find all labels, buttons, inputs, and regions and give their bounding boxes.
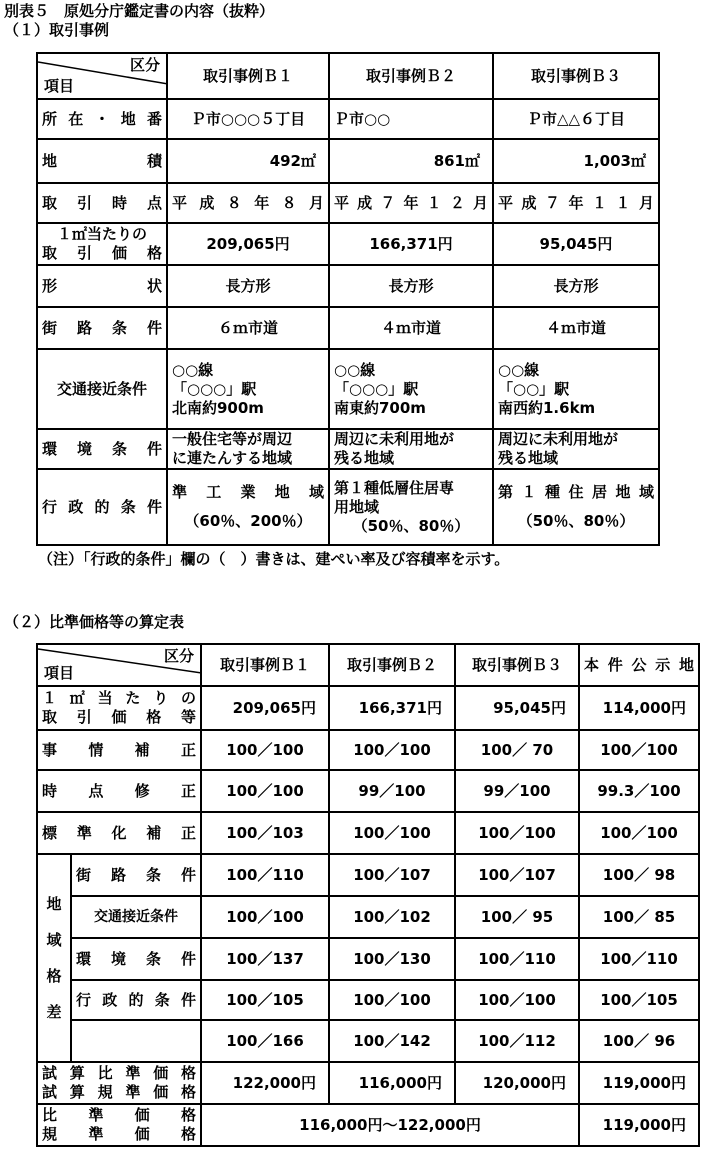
column-header: 取引事例Ｂ３ [455,644,579,686]
row-label-line: 規準価格 [42,1125,196,1143]
corner-label-category: 区分 [129,56,160,74]
row-label-line: 取引価格 [42,244,162,262]
table-cell [329,349,493,429]
cell-line: 準工業地域 [172,483,324,501]
cell-line: に連たんする地域 [172,449,293,467]
table-cell: 100／100 [329,730,455,770]
table-cell: 100／100 [329,980,455,1020]
table-cell: 99／100 [455,770,579,812]
cell-line: 第１種低層住居専 [334,478,455,497]
row-label-line: 比準価格 [42,1106,196,1124]
table-note: （注）「行政的条件」欄の（ ）書きは、建ぺい率及び容積率を示す。 [38,550,510,568]
area-label-char: 格 [46,967,62,985]
table-row [37,307,659,349]
table-row [37,139,659,183]
table-cell: 100／137 [201,938,329,980]
table-cell: 100／103 [201,812,329,854]
cell-line: 周辺に未利用地が [334,430,455,448]
row-label [71,1020,201,1062]
table-cell: 平成７年１２月 [329,183,493,223]
cell-line: 北南約900m [172,398,264,417]
row-label [37,223,167,265]
table-cell: 116,000円 [329,1062,455,1104]
table-cell: 100／112 [455,1020,579,1062]
table-row [37,854,699,896]
cell-line: 残る地域 [498,449,559,467]
cell-line: 第１種住居地域 [498,483,654,501]
table-cell: 平成７年１１月 [493,183,659,223]
row-label-line: 試算比準価格 [42,1064,196,1082]
table-cell: 100／100 [201,896,329,938]
table-cell: 100／100 [329,812,455,854]
table-row [37,686,699,730]
row-label-line: １㎡当たりの [56,225,147,243]
cell-line: ○○線 [334,360,376,379]
table-cell: 100／ 70 [455,730,579,770]
table-cell: 119,000円 [579,1062,699,1104]
table-cell: ４ｍ市道 [493,307,659,349]
table-cell: 99.3／100 [579,770,699,812]
table-cell: ６ｍ市道 [167,307,329,349]
table-cell: 100／ 85 [579,896,699,938]
table-row [37,730,699,770]
table-row [37,1062,699,1104]
table-row [37,265,659,307]
transaction-cases-table [36,52,660,546]
table-row [37,770,699,812]
table2-corner-header [37,644,201,686]
table-cell: 100／ 96 [579,1020,699,1062]
column-header: 取引事例Ｂ２ [329,644,455,686]
table-row [37,938,699,980]
table-row [37,469,659,545]
cell-line: （50％、80％） [517,512,635,530]
table-cell: 1,003㎡ [493,139,659,183]
column-header: 取引事例Ｂ３ [493,53,659,99]
table-cell: 100／107 [329,854,455,896]
table-cell: 492㎡ [167,139,329,183]
row-label: 事情補正 [37,730,201,770]
column-header: 取引事例Ｂ１ [201,644,329,686]
row-label: 環境条件 [37,429,167,469]
area-label-char: 差 [46,1003,62,1021]
cell-line: 南西約1.6km [498,398,596,417]
table-cell: 209,065円 [201,686,329,730]
area-label-char: 地 [46,895,62,913]
row-label: 取引時点 [37,183,167,223]
cell-line: 用地域 [334,497,380,516]
table-cell: 100／110 [201,854,329,896]
table-cell: 100／166 [201,1020,329,1062]
cell-line: （50％、80％） [352,516,470,535]
table-cell: ４ｍ市道 [329,307,493,349]
table-row [37,223,659,265]
area-label-char: 域 [46,931,62,949]
section1-title: （１）取引事例 [4,21,110,39]
table-cell: Ｐ市○○○５丁目 [167,99,329,139]
row-label [37,1104,201,1146]
row-label: 標準化補正 [37,812,201,854]
table-cell: 99／100 [329,770,455,812]
table-cell [329,429,493,469]
table-cell: 95,045円 [493,223,659,265]
table-row [37,1020,699,1062]
table-cell: 長方形 [329,265,493,307]
table-row [37,349,659,429]
table-row [37,812,699,854]
row-label: 交通接近条件 [37,349,167,429]
table-cell: 166,371円 [329,686,455,730]
table-cell: 100／ 98 [579,854,699,896]
table-cell: 100／110 [579,938,699,980]
table1-corner-header [37,53,167,99]
table-cell: 100／105 [201,980,329,1020]
column-header: 本件公示地 [579,644,699,686]
cell-line: 南東約700m [334,398,426,417]
row-label: 時点修正 [37,770,201,812]
cell-line: 一般住宅等が周辺 [172,430,293,448]
table-cell: 166,371円 [329,223,493,265]
table-row [37,980,699,1020]
area-difference-label [37,854,71,1062]
row-label: 街路条件 [71,854,201,896]
table-row [37,429,659,469]
table-cell [167,349,329,429]
row-label: 交通接近条件 [71,896,201,938]
table-cell [167,429,329,469]
section2-title: （２）比準価格等の算定表 [4,613,185,631]
row-label: 行政的条件 [71,980,201,1020]
table-cell: 100／102 [329,896,455,938]
document-title: 別表５ 原処分庁鑑定書の内容（抜粋） [4,2,275,20]
cell-line: （60％、200％） [184,512,312,530]
row-label: 形状 [37,265,167,307]
cell-line: 周辺に未利用地が [498,430,619,448]
table-cell: 116,000円～122,000円 [201,1104,579,1146]
table-cell [493,469,659,545]
table-cell: 100／142 [329,1020,455,1062]
table-cell: 209,065円 [167,223,329,265]
table-cell: 114,000円 [579,686,699,730]
row-label: 行政的条件 [37,469,167,545]
table-cell: 861㎡ [329,139,493,183]
table-cell: 95,045円 [455,686,579,730]
column-header: 取引事例Ｂ２ [329,53,493,99]
table-cell: 100／105 [579,980,699,1020]
table-cell: 100／100 [455,980,579,1020]
column-header: 取引事例Ｂ１ [167,53,329,99]
row-label-line: 取引価格等 [42,708,196,726]
table-row [37,99,659,139]
table-cell: 120,000円 [455,1062,579,1104]
table-row [37,1104,699,1146]
corner-label-item: 項目 [44,77,75,95]
row-label: 環境条件 [71,938,201,980]
cell-line: 「○○○」駅 [172,379,257,398]
cell-line: 残る地域 [334,449,395,467]
table-cell [493,349,659,429]
row-label: 街路条件 [37,307,167,349]
table-cell: 122,000円 [201,1062,329,1104]
corner-label-category: 区分 [163,647,194,665]
row-label: 所在・地番 [37,99,167,139]
table-cell: 100／100 [201,730,329,770]
table-cell: 100／100 [201,770,329,812]
cell-line: 「○○○」駅 [334,379,419,398]
table-cell: 100／110 [455,938,579,980]
row-label-line: １㎡当たりの [42,689,196,707]
table-cell: 100／100 [579,812,699,854]
table-cell: 100／ 95 [455,896,579,938]
row-label [37,686,201,730]
table-cell: 長方形 [493,265,659,307]
table-cell [493,429,659,469]
table-cell: Ｐ市△△６丁目 [493,99,659,139]
table-row [37,183,659,223]
table-cell [329,469,493,545]
cell-line: 「○○」駅 [498,379,570,398]
table-cell: 100／100 [455,812,579,854]
row-label [37,1062,201,1104]
row-label: 地積 [37,139,167,183]
table-cell: 100／107 [455,854,579,896]
table-row [37,896,699,938]
comparative-price-table [36,643,700,1147]
cell-line: ○○線 [498,360,540,379]
corner-label-item: 項目 [44,664,75,682]
table-cell: 100／130 [329,938,455,980]
table-cell: 平成８年８月 [167,183,329,223]
table-cell: 100／100 [579,730,699,770]
table-cell: Ｐ市○○ [329,99,493,139]
table-cell: 長方形 [167,265,329,307]
row-label-line: 試算規準価格 [42,1083,196,1101]
cell-line: ○○線 [172,360,214,379]
table-cell: 119,000円 [579,1104,699,1146]
table-cell [167,469,329,545]
